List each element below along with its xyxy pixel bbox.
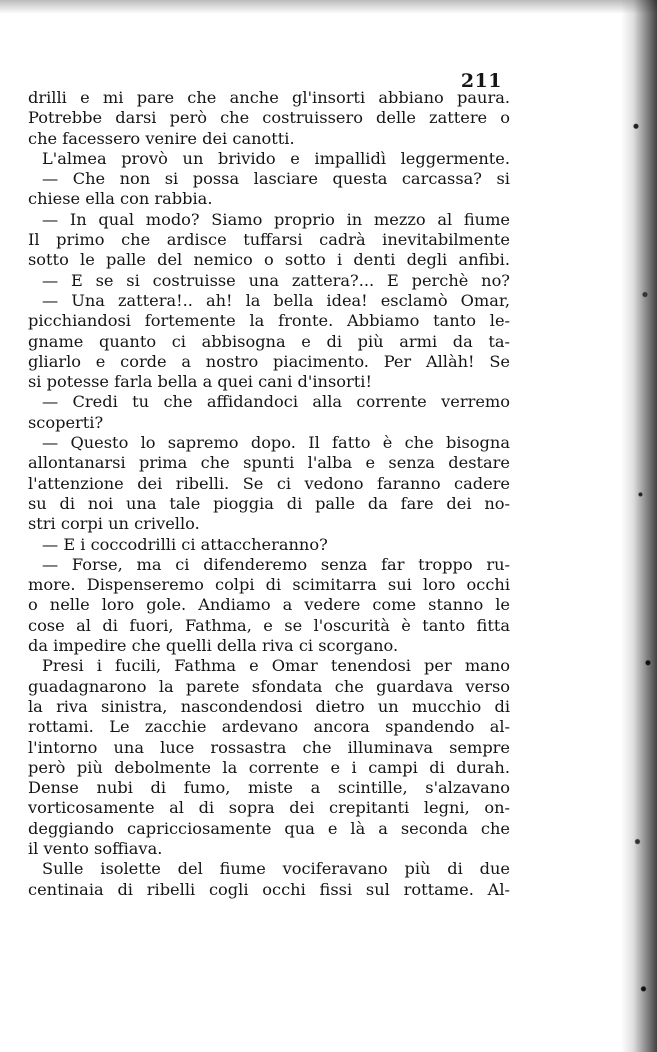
text-line: l'attenzione dei ribelli. Se ci vedono faranno cadere [28, 473, 510, 493]
text-line: — In qual modo? Siamo proprio in mezzo al fiume [42, 209, 510, 229]
text-line: il vento soffiava. [28, 838, 163, 858]
text-line: o nelle loro gole. Andiamo a vedere come stanno le [28, 595, 510, 615]
text-line: la riva sinistra, nascondendosi dietro un mucchio di [28, 696, 510, 716]
text-line: more. Dispenseremo colpi di scimitarra sui loro occhi [28, 575, 510, 595]
text-line: allontanarsi prima che spunti l'alba e senza destare [28, 453, 510, 473]
text-line: — E se si costruisse una zattera?... E perchè no? [42, 270, 510, 290]
text-line: Dense nubi di fumo, miste a scintille, s'alzavano [28, 778, 510, 798]
text-line: cose al di fuori, Fathma, e se l'oscurità è tanto fitta [28, 615, 510, 635]
text-line: — E i coccodrilli ci attaccheranno? [42, 534, 328, 554]
text-line: Sulle isolette del fiume vociferavano più di due [42, 859, 510, 879]
text-line: — Una zattera!.. ah! la bella idea! esclamò Omar, [42, 290, 510, 310]
text-line: L'almea provò un brivido e impallidì leggermente. [42, 148, 510, 168]
page-number: 211 [460, 70, 502, 92]
text-line: centinaia di ribelli cogli occhi fissi sul rottame. Al- [28, 879, 510, 899]
body-text [28, 88, 510, 900]
text-line: che facessero venire dei canotti. [28, 128, 295, 148]
text-line: però più debolmente la corrente e i campi di durah. [28, 757, 510, 777]
text-line: drilli e mi pare che anche gl'insorti abbiano paura. [28, 88, 510, 107]
text-line: l'intorno una luce rossastra che illuminava sempre [28, 737, 510, 757]
text-line: — Forse, ma ci difenderemo senza far troppo ru- [42, 554, 510, 574]
text-line: chiese ella con rabbia. [28, 189, 213, 209]
text-line: stri corpi un crivello. [28, 514, 200, 534]
text-line: rottami. Le zacchie ardevano ancora spandendo al- [28, 717, 510, 737]
page-top-shadow [0, 0, 657, 14]
text-line: scoperti? [28, 412, 104, 432]
text-line: su di noi una tale pioggia di palle da fare dei no- [28, 493, 510, 513]
text-line: sotto le palle del nemico o sotto i denti degli anfibi. [28, 250, 510, 270]
text-line: — Che non si possa lasciare questa carcassa? si [42, 169, 510, 189]
text-line: Potrebbe darsi però che costruissero delle zattere o [28, 108, 510, 128]
text-line: Presi i fucili, Fathma e Omar tenendosi per mano [42, 656, 510, 676]
text-line: — Questo lo sapremo dopo. Il fatto è che bisogna [42, 433, 510, 453]
text-line: da impedire che quelli della riva ci scorgano. [28, 636, 399, 656]
text-line: gliarlo e corde a nostro piacimento. Per Allàh! Se [28, 351, 510, 371]
text-line: si potesse farla bella a quei cani d'insorti! [28, 372, 372, 392]
text-line: guadagnarono la parete sfondata che guardava verso [28, 676, 510, 696]
scan-noise [627, 0, 657, 1052]
text-line: Il primo che ardisce tuffarsi cadrà inevitabilmente [28, 230, 510, 250]
text-line: — Credi tu che affidandoci alla corrente verremo [42, 392, 510, 412]
text-line: vorticosamente al di sopra dei crepitanti legni, on- [28, 798, 510, 818]
text-line: deggiando capricciosamente qua e là a seconda che [28, 818, 510, 838]
text-line: picchiandosi fortemente la fronte. Abbiamo tanto le- [28, 311, 510, 331]
text-line: gname quanto ci abbisogna e di più armi da ta- [28, 331, 510, 351]
